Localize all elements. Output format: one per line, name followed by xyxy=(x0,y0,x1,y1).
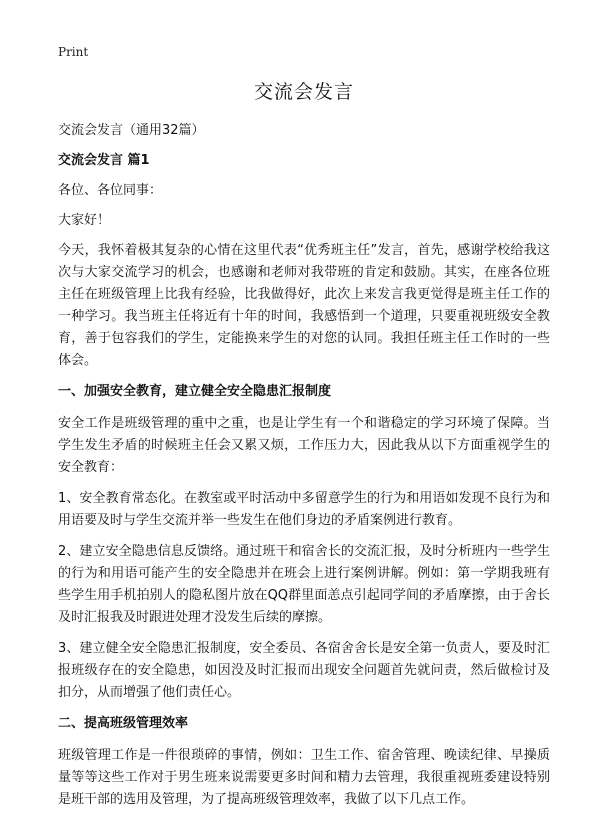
document-body xyxy=(58,78,550,820)
section-heading-2: 二、提高班级管理效率 xyxy=(58,716,189,731)
salutation: 各位、各位同事： xyxy=(58,183,163,198)
section-2-paragraph: 班级管理工作是一件很琐碎的事情，例如：卫生工作、宿舍管理、晚读纪律、早操质量等等这些工作对于男生班来说需要更多时间和精力去管理，我很重视班委建设特别是班干部的选用及管理，为了提高班级管理效率，我做了以下几点工作。 xyxy=(58,748,550,807)
list-item-3: 3、建立健全安全隐患汇报制度，安全委员、各宿舍舍长是安全第一负责人，要及时汇报班级存在的安全隐患，如因没及时汇报而出现安全问题首先就问责，然后做检讨及扣分，从而增强了他们责任心。 xyxy=(58,641,550,700)
list-item-2: 2、建立安全隐患信息反馈络。通过班干和宿舍长的交流汇报，及时分析班内一些学生的行为和用语可能产生的安全隐患并在班会上进行案例讲解。例如：第一学期我班有些学生用手机拍别人的隐私图片放在QQ群里面恙点引起同学间的矛盾摩擦，由于舍长及时汇报我及时跟进处理才没发生后续的摩擦。 xyxy=(58,544,550,625)
page-title: 交流会发言 xyxy=(253,81,354,103)
print-link[interactable]: Print xyxy=(58,45,89,59)
section-heading-1: 一、加强安全教育，建立健全安全隐患汇报制度 xyxy=(58,384,332,399)
section-1-intro: 安全工作是班级管理的重中之重，也是让学生有一个和谐稳定的学习环境了保障。当学生发生矛盾的时候班主任会又累又烦，工作压力大，因此我从以下方面重视学生的安全教育： xyxy=(58,416,550,475)
intro-paragraph: 今天，我怀着极其复杂的心情在这里代表“优秀班主任”发言，首先，感谢学校给我这次与大家交流学习的机会，也感谢和老师对我带班的肯定和鼓励。其实，在座各位班主任在班级管理上比我有经验，比我做得好，此次上来发言我更觉得是班主任工作的一种学习。我当班主任将近有十年的时间，我感悟到一个道理，只要重视班级安全教育，善于包容我们的学生，定能换来学生的对您的认同。我担任班主任工作时的一些体会。 xyxy=(58,243,550,368)
article-heading: 交流会发言 篇1 xyxy=(58,153,150,168)
list-item-1: 1、安全教育常态化。在教室或平时活动中多留意学生的行为和用语如发现不良行为和用语要及时与学生交流并举一些发生在他们身边的矛盾案例进行教育。 xyxy=(58,491,550,528)
greeting: 大家好！ xyxy=(58,213,111,228)
document-subtitle: 交流会发言（通用32篇） xyxy=(58,123,205,138)
